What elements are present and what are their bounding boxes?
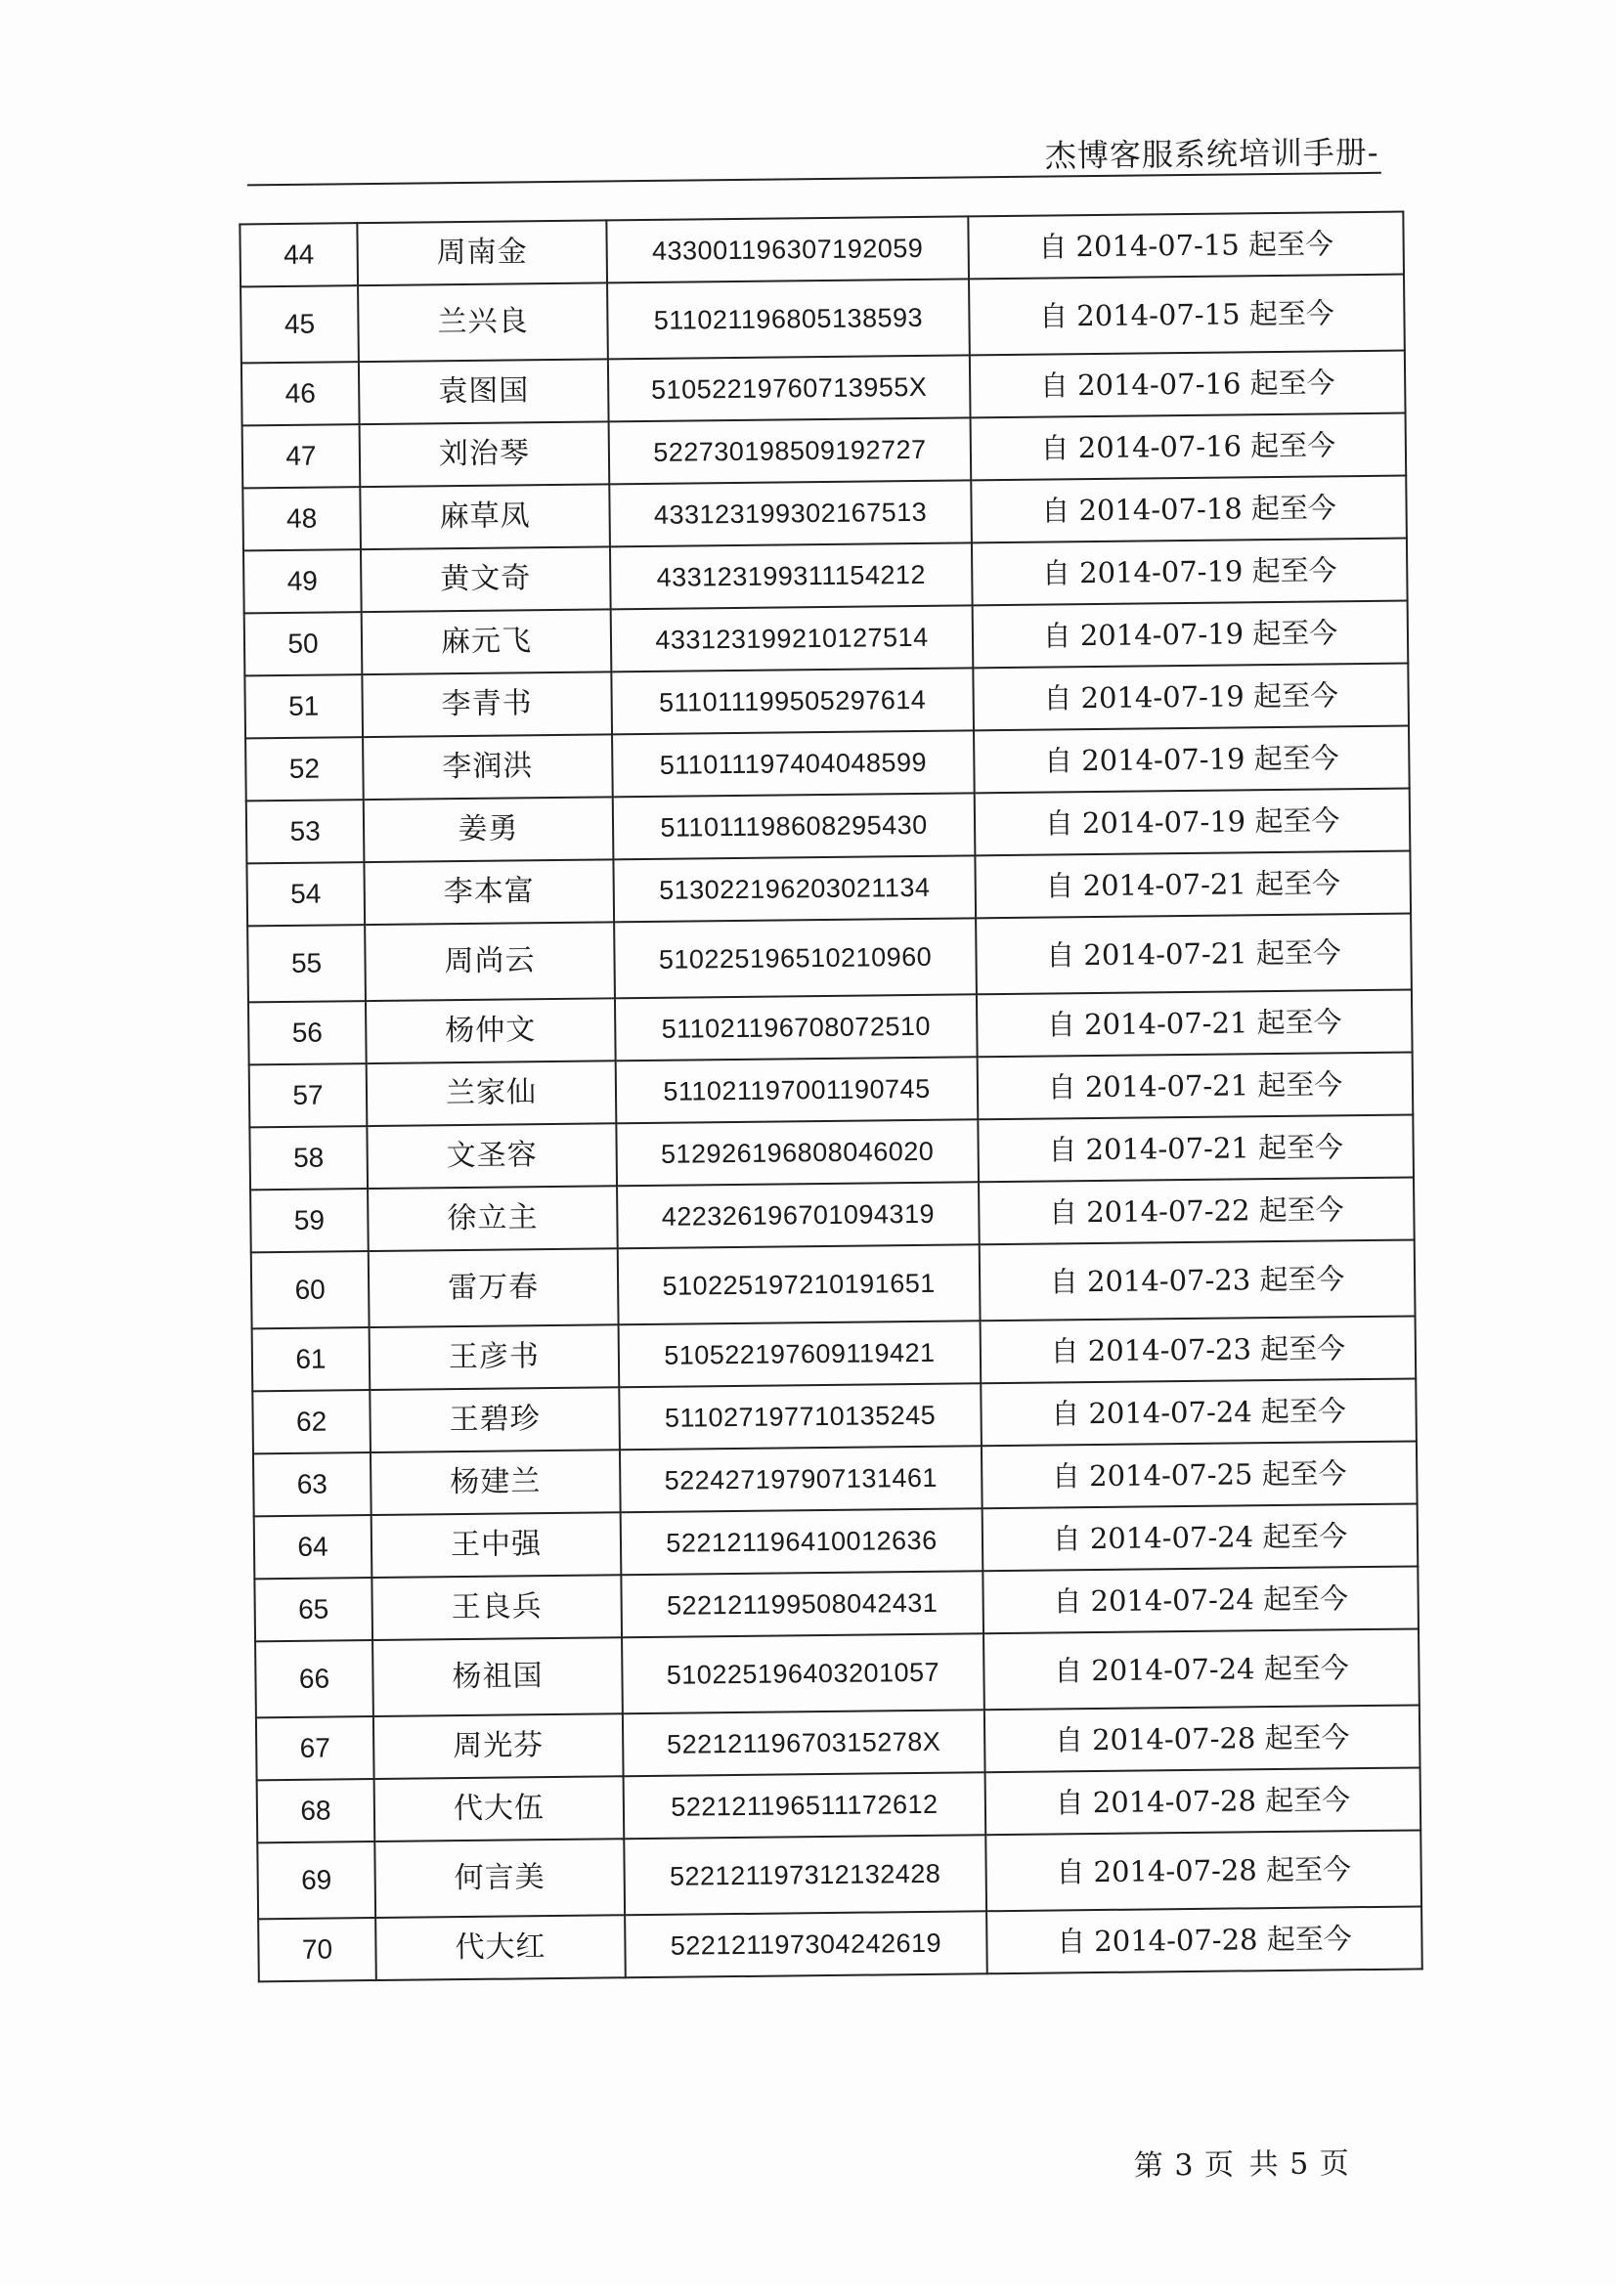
id-number-cell: 511011199505297614 <box>611 668 974 734</box>
name-cell: 杨建兰 <box>371 1450 621 1515</box>
name-cell: 王良兵 <box>371 1575 622 1640</box>
row-number-cell: 70 <box>258 1918 376 1981</box>
period-cell: 自 2014-07-28 起至今 <box>985 1767 1421 1835</box>
name-cell: 文圣容 <box>367 1123 617 1189</box>
name-cell: 麻元飞 <box>362 609 612 674</box>
name-cell: 兰兴良 <box>358 282 608 362</box>
period-cell: 自 2014-07-24 起至今 <box>983 1566 1419 1633</box>
name-cell: 周光芬 <box>373 1713 624 1779</box>
name-cell: 周南金 <box>357 220 607 285</box>
row-number-cell: 66 <box>255 1640 373 1717</box>
table-row <box>251 1239 1416 1328</box>
row-number-cell: 68 <box>257 1779 375 1842</box>
period-cell: 自 2014-07-21 起至今 <box>978 1114 1414 1182</box>
row-number-cell: 47 <box>242 424 361 488</box>
page-number: 第 3 页 <box>1133 2147 1236 2184</box>
period-cell: 自 2014-07-19 起至今 <box>973 664 1409 731</box>
row-number-cell: 69 <box>257 1841 375 1919</box>
row-number-cell: 64 <box>254 1515 372 1579</box>
period-cell: 自 2014-07-19 起至今 <box>972 539 1408 606</box>
name-cell: 刘治琴 <box>360 421 610 487</box>
name-cell: 李青书 <box>362 671 612 737</box>
row-number-cell: 57 <box>249 1063 368 1127</box>
row-number-cell: 62 <box>252 1390 371 1453</box>
id-number-cell: 433123199311154212 <box>610 542 973 609</box>
period-cell: 自 2014-07-23 起至今 <box>981 1316 1417 1383</box>
name-cell: 姜勇 <box>364 797 614 862</box>
row-number-cell: 48 <box>242 487 361 550</box>
period-cell: 自 2014-07-23 起至今 <box>980 1239 1416 1321</box>
id-number-cell: 511011197404048599 <box>612 730 975 797</box>
row-number-cell: 58 <box>249 1126 368 1190</box>
period-cell: 自 2014-07-24 起至今 <box>981 1378 1417 1446</box>
row-number-cell: 51 <box>244 674 363 738</box>
row-number-cell: 63 <box>253 1452 371 1516</box>
period-cell: 自 2014-07-19 起至今 <box>975 789 1411 856</box>
row-number-cell: 46 <box>241 362 360 425</box>
row-number-cell: 56 <box>248 1001 367 1064</box>
id-number-cell: 433123199302167513 <box>609 480 972 546</box>
period-cell: 自 2014-07-28 起至今 <box>984 1705 1420 1772</box>
row-number-cell: 52 <box>245 737 364 801</box>
id-number-cell: 522121197312132428 <box>624 1835 986 1915</box>
name-cell: 周尚云 <box>365 922 615 1001</box>
header-rule <box>247 172 1381 187</box>
id-number-cell: 510522197609119421 <box>619 1321 982 1387</box>
period-cell: 自 2014-07-21 起至今 <box>975 851 1411 919</box>
name-cell: 杨祖国 <box>372 1637 623 1716</box>
id-number-cell: 52212119670315278X <box>623 1710 985 1776</box>
period-cell: 自 2014-07-21 起至今 <box>976 914 1412 995</box>
name-cell: 王中强 <box>371 1512 622 1578</box>
id-number-cell: 522121199508042431 <box>621 1571 983 1637</box>
row-number-cell: 55 <box>247 925 366 1002</box>
page-total: 共 5 页 <box>1248 2146 1350 2183</box>
name-cell: 代大伍 <box>374 1776 625 1841</box>
id-number-cell: 511021196805138593 <box>607 279 970 359</box>
name-cell: 麻草凤 <box>360 484 610 549</box>
period-cell: 自 2014-07-21 起至今 <box>978 1053 1414 1120</box>
name-cell: 袁图国 <box>359 359 609 424</box>
table-row <box>247 914 1412 1003</box>
row-number-cell: 54 <box>246 862 365 926</box>
name-cell: 黄文奇 <box>361 546 611 612</box>
period-cell: 自 2014-07-28 起至今 <box>985 1830 1421 1911</box>
period-cell: 自 2014-07-18 起至今 <box>971 476 1407 543</box>
id-number-cell: 522121197304242619 <box>625 1911 987 1977</box>
row-number-cell: 50 <box>244 612 363 675</box>
row-number-cell: 61 <box>252 1327 371 1391</box>
period-cell: 自 2014-07-16 起至今 <box>970 351 1406 418</box>
name-cell: 兰家仙 <box>367 1061 617 1126</box>
id-number-cell: 511011198608295430 <box>613 793 976 859</box>
id-number-cell: 422326196701094319 <box>617 1182 980 1248</box>
period-cell: 自 2014-07-24 起至今 <box>983 1503 1419 1571</box>
id-number-cell: 511027197710135245 <box>619 1383 982 1450</box>
period-cell: 自 2014-07-25 起至今 <box>982 1441 1418 1508</box>
name-cell: 何言美 <box>374 1839 625 1918</box>
id-number-cell: 522121196511172612 <box>624 1772 986 1839</box>
id-number-cell: 512926196808046020 <box>616 1119 979 1186</box>
row-number-cell: 60 <box>251 1251 370 1328</box>
roster-table-body <box>240 212 1421 1982</box>
id-number-cell: 511021196708072510 <box>615 994 978 1061</box>
table-row <box>258 1906 1422 1981</box>
name-cell: 李本富 <box>364 859 614 925</box>
row-number-cell: 45 <box>240 285 359 363</box>
id-number-cell: 51052219760713955X <box>608 355 971 421</box>
id-number-cell: 510225197210191651 <box>618 1244 981 1324</box>
name-cell: 杨仲文 <box>366 998 616 1063</box>
name-cell: 徐立主 <box>368 1186 618 1251</box>
period-cell: 自 2014-07-21 起至今 <box>977 990 1413 1058</box>
row-number-cell: 44 <box>240 223 358 286</box>
id-number-cell: 433123199210127514 <box>611 605 974 671</box>
id-number-cell: 522730198509192727 <box>609 417 972 484</box>
period-cell: 自 2014-07-16 起至今 <box>971 413 1407 481</box>
name-cell: 雷万春 <box>369 1248 619 1327</box>
id-number-cell: 510225196403201057 <box>622 1633 984 1713</box>
id-number-cell: 511021197001190745 <box>616 1057 979 1123</box>
period-cell: 自 2014-07-15 起至今 <box>968 212 1404 280</box>
row-number-cell: 53 <box>246 800 365 863</box>
page-footer <box>1134 2139 1354 2184</box>
id-number-cell: 522427197907131461 <box>620 1446 983 1512</box>
id-number-cell: 522121196410012636 <box>621 1508 983 1575</box>
period-cell: 自 2014-07-22 起至今 <box>979 1177 1415 1244</box>
id-number-cell: 433001196307192059 <box>606 216 969 282</box>
table-row <box>255 1628 1419 1717</box>
period-cell: 自 2014-07-24 起至今 <box>983 1628 1419 1710</box>
name-cell: 王彦书 <box>370 1324 620 1390</box>
row-number-cell: 59 <box>250 1189 369 1252</box>
period-cell: 自 2014-07-15 起至今 <box>969 275 1405 356</box>
running-header-title: 杰博客服系统培训手册- <box>1044 133 1379 175</box>
id-number-cell: 513022196203021134 <box>613 855 976 922</box>
name-cell: 代大红 <box>375 1915 626 1980</box>
period-cell: 自 2014-07-19 起至今 <box>973 601 1409 669</box>
table-row <box>257 1830 1421 1919</box>
roster-table <box>239 211 1422 1983</box>
row-number-cell: 65 <box>254 1578 372 1641</box>
row-number-cell: 67 <box>256 1716 374 1780</box>
period-cell: 自 2014-07-28 起至今 <box>986 1906 1422 1973</box>
period-cell: 自 2014-07-19 起至今 <box>974 726 1410 794</box>
table-row <box>240 275 1405 364</box>
name-cell: 李润洪 <box>363 734 613 800</box>
name-cell: 王碧珍 <box>370 1387 620 1452</box>
row-number-cell: 49 <box>243 549 362 613</box>
id-number-cell: 510225196510210960 <box>614 918 977 998</box>
